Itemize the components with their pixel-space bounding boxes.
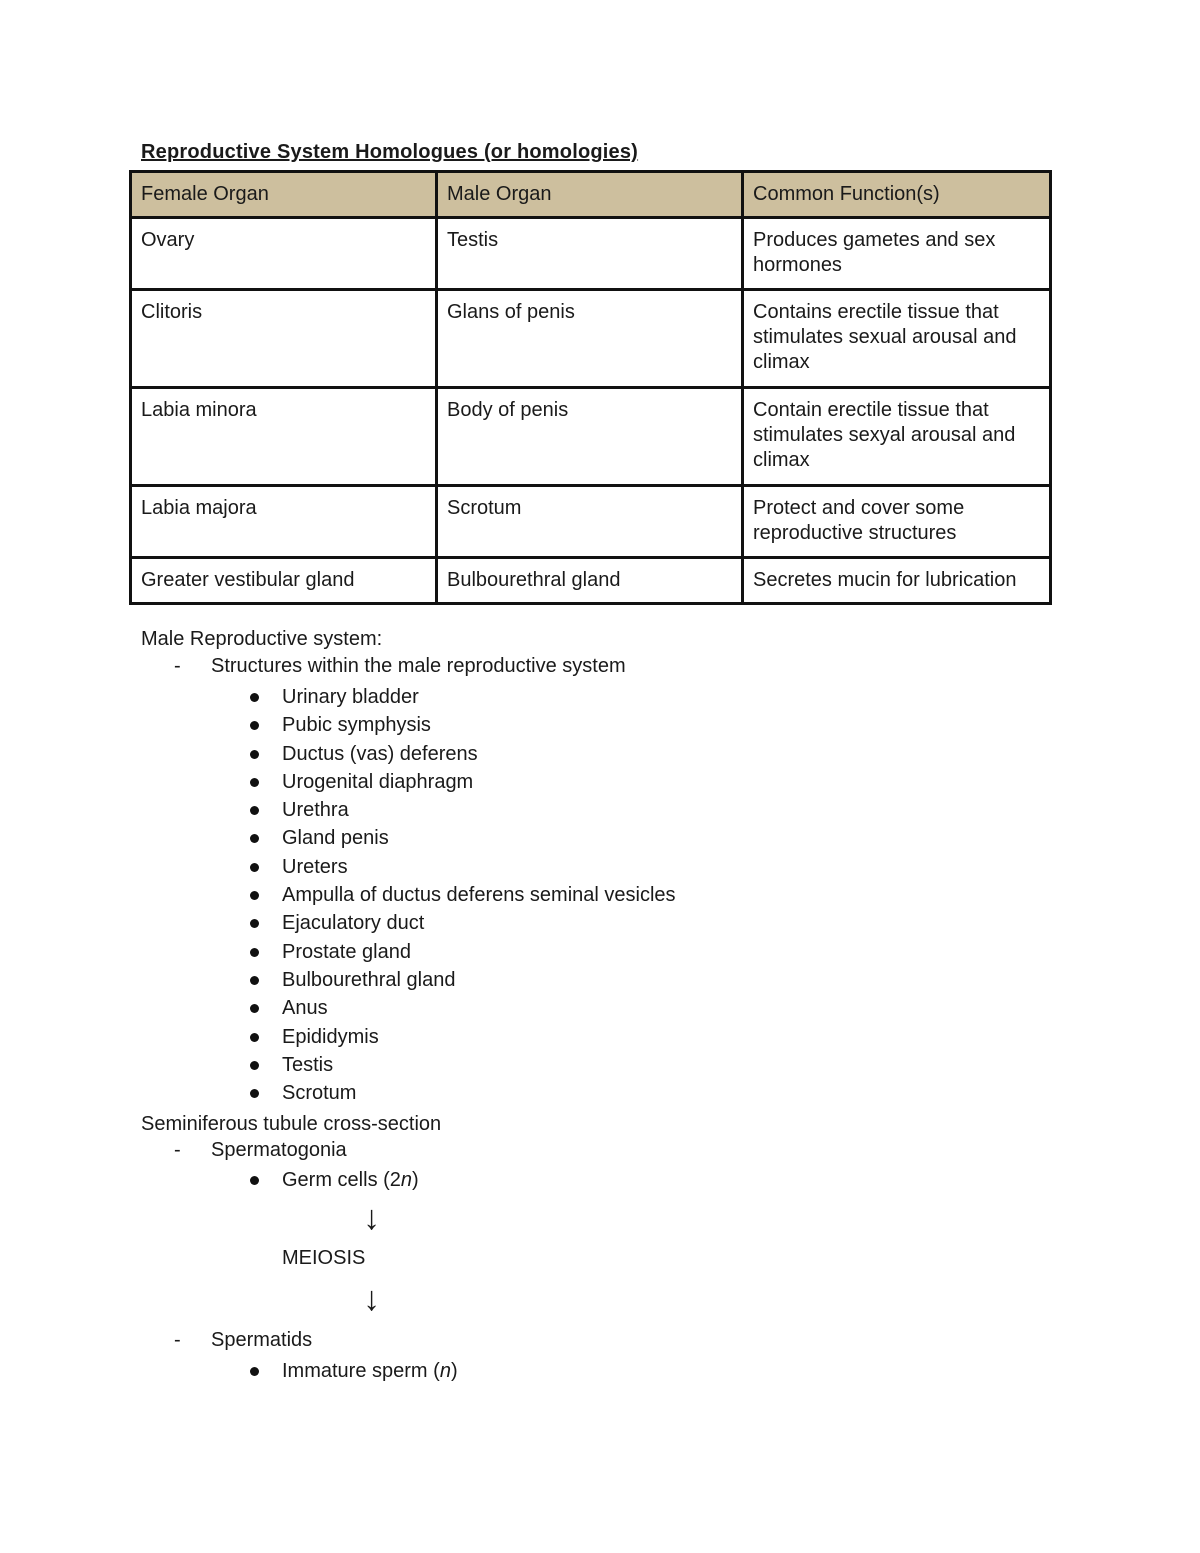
cell-female-organ: Ovary	[131, 218, 437, 290]
cell-female-organ: Labia majora	[131, 486, 437, 558]
cell-male-organ: Glans of penis	[437, 290, 743, 388]
table-row	[131, 558, 1051, 604]
bullet-icon	[250, 863, 259, 872]
cell-female-organ: Labia minora	[131, 388, 437, 486]
cell-common-function: Contain erectile tissue that stimulates sexyal arousal and climax	[743, 388, 1051, 486]
cell-male-organ: Bulbourethral gland	[437, 558, 743, 604]
tubule-section-heading: Seminiferous tubule cross-section	[141, 1113, 442, 1135]
dash-item-label: Spermatogonia	[211, 1139, 347, 1161]
cell-male-organ: Scrotum	[437, 486, 743, 558]
bullet-icon	[250, 778, 259, 787]
dash-item-label: Structures within the male reproductive system	[211, 655, 626, 677]
bullet-icon	[250, 1061, 259, 1070]
table-header-row	[131, 172, 1051, 218]
bullet-icon	[250, 693, 259, 702]
bullet-icon	[250, 834, 259, 843]
homologues-table	[129, 170, 1052, 605]
dash-marker: -	[174, 1139, 181, 1161]
bullet-icon	[250, 891, 259, 900]
page-title: Reproductive System Homologues (or homologies)	[141, 141, 639, 163]
bullet-icon	[250, 976, 259, 985]
table-row	[131, 486, 1051, 558]
bullet-icon	[250, 721, 259, 730]
bullet-icon	[250, 1176, 259, 1185]
cell-female-organ: Clitoris	[131, 290, 437, 388]
bullet-icon	[250, 750, 259, 759]
table-row	[131, 290, 1051, 388]
column-header-female: Female Organ	[131, 172, 437, 218]
bullet-icon	[250, 1033, 259, 1042]
dash-marker: -	[174, 1329, 181, 1351]
dash-marker: -	[174, 655, 181, 677]
cell-female-organ: Greater vestibular gland	[131, 558, 437, 604]
down-arrow-icon: ↓	[363, 1199, 380, 1237]
table-row	[131, 218, 1051, 290]
bullet-icon	[250, 948, 259, 957]
bullet-icon	[250, 1089, 259, 1098]
meiosis-label: MEIOSIS	[282, 1247, 366, 1269]
cell-male-organ: Body of penis	[437, 388, 743, 486]
table-row	[131, 388, 1051, 486]
cell-common-function: Produces gametes and sex hormones	[743, 218, 1051, 290]
bullet-icon	[250, 806, 259, 815]
cell-common-function: Protect and cover some reproductive structures	[743, 486, 1051, 558]
column-header-male: Male Organ	[437, 172, 743, 218]
column-header-function: Common Function(s)	[743, 172, 1051, 218]
bullet-icon	[250, 919, 259, 928]
dash-item-label: Spermatids	[211, 1329, 313, 1351]
bullet-icon	[250, 1367, 259, 1376]
bullet-icon	[250, 1004, 259, 1013]
male-section-heading: Male Reproductive system:	[141, 628, 383, 650]
cell-common-function: Secretes mucin for lubrication	[743, 558, 1051, 604]
cell-male-organ: Testis	[437, 218, 743, 290]
down-arrow-icon: ↓	[363, 1280, 380, 1318]
cell-common-function: Contains erectile tissue that stimulates sexual arousal and climax	[743, 290, 1051, 388]
